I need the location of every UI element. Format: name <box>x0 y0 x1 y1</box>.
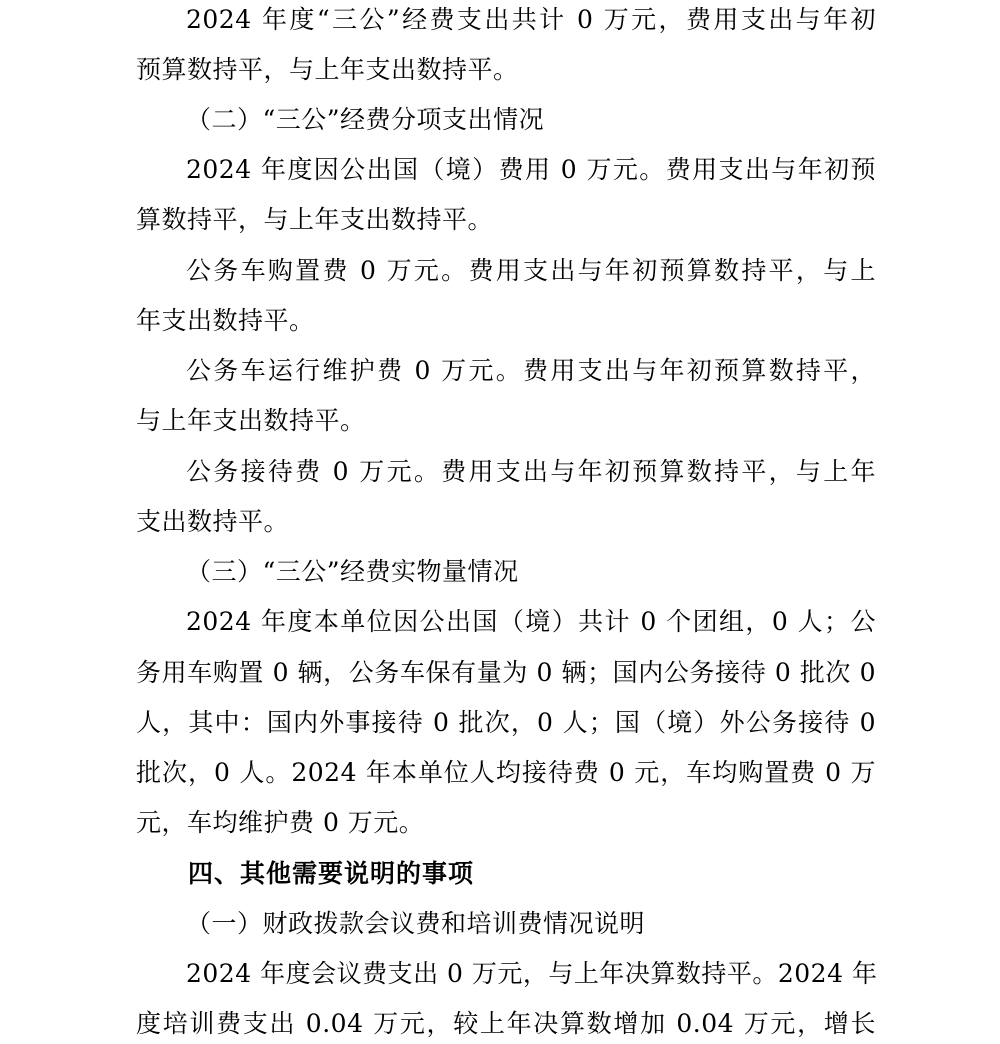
paragraph-line: 2024 年度“三公”经费支出共计 0 万元，费用支出与年初 <box>186 5 876 34</box>
paragraph-line: 2024 年度会议费支出 0 万元，与上年决算数持平。2024 年 <box>186 959 878 988</box>
paragraph-line: 公务接待费 0 万元。费用支出与年初预算数持平，与上年 <box>186 457 876 486</box>
paragraph-line: 元，车均维护费 0 万元。 <box>136 808 425 837</box>
paragraph-line: 算数持平，与上年支出数持平。 <box>136 205 494 234</box>
paragraph-line: 公务车运行维护费 0 万元。费用支出与年初预算数持平， <box>186 356 876 385</box>
section-subheading: （一）财政拨款会议费和培训费情况说明 <box>186 909 646 938</box>
paragraph-line: 批次，0 人。2024 年本单位人均接待费 0 元，车均购置费 0 万 <box>136 758 876 787</box>
section-subheading: （二）“三公”经费分项支出情况 <box>186 105 545 134</box>
paragraph-line: 公务车购置费 0 万元。费用支出与年初预算数持平，与上 <box>186 256 876 285</box>
paragraph-line: 2024 年度因公出国（境）费用 0 万元。费用支出与年初预 <box>186 155 876 184</box>
paragraph-line: 与上年支出数持平。 <box>136 406 366 435</box>
paragraph-line: 2024 年度本单位因公出国（境）共计 0 个团组，0 人；公 <box>186 607 876 636</box>
paragraph-line: 支出数持平。 <box>136 507 290 536</box>
paragraph-line: 务用车购置 0 辆，公务车保有量为 0 辆；国内公务接待 0 批次 0 <box>136 658 876 687</box>
paragraph-line: 预算数持平，与上年支出数持平。 <box>136 55 519 84</box>
section-heading: 四、其他需要说明的事项 <box>188 859 475 888</box>
paragraph-line: 年支出数持平。 <box>136 306 315 335</box>
section-subheading: （三）“三公”经费实物量情况 <box>186 557 519 586</box>
paragraph-line: 度培训费支出 0.04 万元，较上年决算数增加 0.04 万元，增长 <box>136 1009 876 1038</box>
paragraph-line: 人，其中：国内外事接待 0 批次，0 人；国（境）外公务接待 0 <box>136 708 876 737</box>
